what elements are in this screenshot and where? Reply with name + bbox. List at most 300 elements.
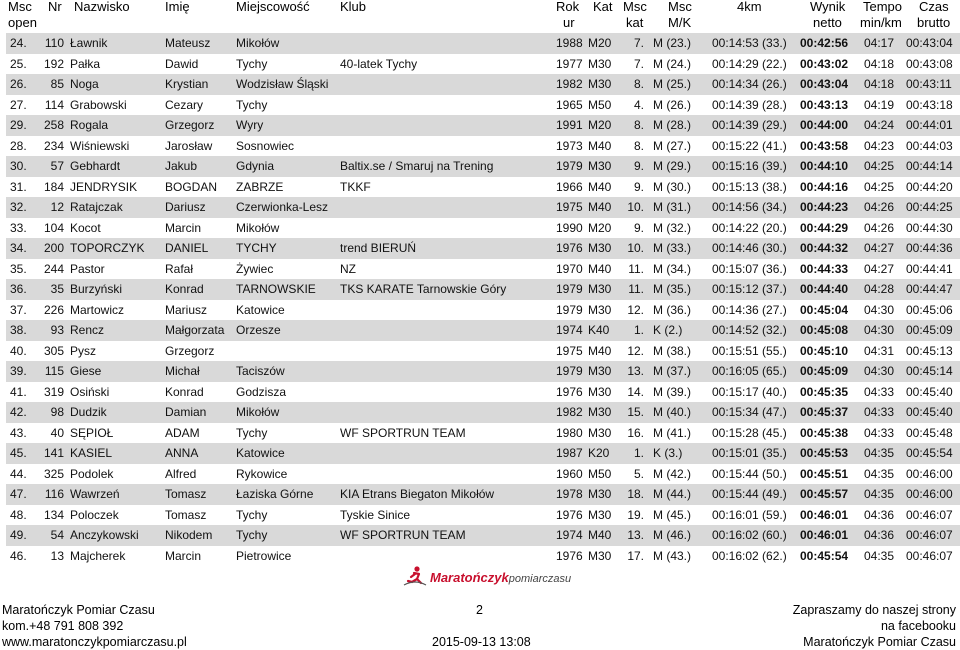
header-rok-2: ur — [563, 15, 575, 30]
cell-surname: Giese — [70, 364, 102, 378]
table-row — [6, 382, 960, 403]
cell-surname: Pysz — [70, 343, 97, 358]
cell-first-name: Damian — [165, 405, 207, 419]
cell-place-open: 37. — [10, 302, 27, 317]
cell-category: M40 — [588, 343, 612, 358]
table-row — [6, 443, 960, 464]
cell-surname: Pastor — [70, 261, 105, 276]
cell-club: Tyskie Sinice — [340, 507, 411, 522]
cell-surname: Martowicz — [70, 302, 125, 317]
cell-place-open: 42. — [10, 405, 27, 419]
cell-gross-time: 00:44:25 — [906, 200, 953, 214]
results-header — [0, 0, 960, 32]
cell-birth-year: 1974 — [556, 323, 583, 337]
cell-surname: Rencz — [70, 323, 105, 337]
cell-pace: 04:30 — [864, 364, 895, 378]
cell-bib-number: 110 — [44, 36, 64, 50]
cell-first-name: Mateusz — [165, 36, 211, 50]
cell-birth-year: 1987 — [556, 446, 583, 460]
cell-pace: 04:35 — [864, 487, 895, 501]
cell-pace: 04:33 — [864, 425, 895, 440]
cell-gross-time: 00:44:36 — [906, 241, 953, 255]
cell-category: M30 — [588, 77, 612, 91]
cell-place-cat: 17. — [627, 548, 644, 563]
cell-gross-time: 00:44:03 — [906, 138, 953, 153]
table-row — [6, 546, 960, 567]
cell-net-time: 00:45:35 — [800, 384, 849, 399]
cell-place-mk: M (23.) — [653, 36, 692, 50]
cell-surname: TOPORCZYK — [70, 241, 145, 255]
cell-surname: JENDRYSIK — [70, 179, 138, 194]
cell-gross-time: 00:45:48 — [906, 425, 953, 440]
cell-split-4km: 00:14:56 (34.) — [712, 200, 787, 214]
cell-birth-year: 1975 — [556, 200, 583, 214]
cell-place-cat: 13. — [627, 528, 644, 542]
cell-split-4km: 00:16:02 (60.) — [712, 528, 787, 542]
cell-birth-year: 1976 — [556, 384, 583, 399]
cell-birth-year: 1990 — [556, 220, 583, 235]
cell-bib-number: 40 — [50, 425, 64, 440]
cell-town: Mikołów — [236, 36, 280, 50]
cell-first-name: DANIEL — [165, 241, 209, 255]
cell-surname: Poloczek — [70, 507, 119, 522]
table-row — [6, 361, 960, 382]
cell-town: Żywiec — [236, 261, 274, 276]
table-row — [6, 156, 960, 177]
table-row — [6, 95, 960, 116]
cell-place-open: 31. — [10, 179, 27, 194]
cell-place-open: 35. — [10, 261, 27, 276]
cell-place-open: 33. — [10, 220, 27, 235]
cell-place-mk: M (26.) — [653, 97, 692, 112]
cell-first-name: Jarosław — [165, 138, 213, 153]
cell-place-cat: 8. — [633, 138, 644, 153]
logo-brand: Maratończyk — [430, 570, 509, 585]
cell-place-cat: 19. — [627, 507, 644, 522]
cell-town: Sosnowiec — [236, 138, 295, 153]
cell-place-cat: 18. — [627, 487, 644, 501]
cell-gross-time: 00:45:06 — [906, 302, 953, 317]
cell-club: KIA Etrans Biegaton Mikołów — [340, 487, 495, 501]
cell-town: Mikołów — [236, 220, 280, 235]
cell-town: Mikołów — [236, 405, 280, 419]
cell-category: M50 — [588, 97, 612, 112]
cell-bib-number: 35 — [50, 282, 64, 296]
cell-town: Czerwionka-Lesz — [236, 200, 329, 214]
cell-surname: Wiśniewski — [70, 138, 130, 153]
footer-datetime: 2015-09-13 13:08 — [432, 635, 531, 649]
cell-town: Łaziska Górne — [236, 487, 314, 501]
table-row — [6, 484, 960, 505]
cell-place-open: 39. — [10, 364, 27, 378]
cell-place-open: 43. — [10, 425, 27, 440]
cell-town: Godzisza — [236, 384, 287, 399]
cell-place-open: 25. — [10, 56, 27, 71]
cell-birth-year: 1975 — [556, 343, 583, 358]
cell-net-time: 00:43:58 — [800, 138, 849, 153]
cell-place-cat: 15. — [627, 405, 644, 419]
cell-category: M30 — [588, 548, 612, 563]
cell-category: M30 — [588, 384, 612, 399]
cell-birth-year: 1976 — [556, 507, 583, 522]
cell-town: Tychy — [236, 507, 268, 522]
header-kat: Kat — [593, 0, 613, 14]
cell-gross-time: 00:46:00 — [906, 487, 953, 501]
cell-place-open: 28. — [10, 138, 27, 153]
cell-pace: 04:23 — [864, 138, 895, 153]
cell-pace: 04:17 — [864, 36, 895, 50]
cell-net-time: 00:45:04 — [800, 302, 849, 317]
cell-first-name: Mariusz — [165, 302, 208, 317]
header-imie: Imię — [165, 0, 190, 14]
cell-category: M30 — [588, 405, 612, 419]
cell-split-4km: 00:16:02 (62.) — [712, 548, 787, 563]
cell-birth-year: 1965 — [556, 97, 583, 112]
table-row — [6, 54, 960, 75]
cell-net-time: 00:45:57 — [800, 487, 849, 501]
cell-club: TKS KARATE Tarnowskie Góry — [340, 282, 507, 296]
cell-place-cat: 7. — [633, 36, 644, 50]
cell-bib-number: 104 — [43, 220, 64, 235]
cell-birth-year: 1978 — [556, 487, 583, 501]
cell-first-name: Dariusz — [165, 200, 206, 214]
cell-place-open: 40. — [10, 343, 27, 358]
cell-place-mk: M (25.) — [653, 77, 692, 91]
cell-net-time: 00:43:02 — [800, 56, 849, 71]
cell-town: Taciszów — [236, 364, 285, 378]
cell-split-4km: 00:15:44 (50.) — [712, 466, 787, 481]
cell-birth-year: 1979 — [556, 302, 583, 317]
cell-town: Orzesze — [236, 323, 281, 337]
cell-bib-number: 319 — [43, 384, 64, 399]
cell-place-open: 29. — [10, 118, 27, 132]
cell-pace: 04:25 — [864, 159, 895, 173]
cell-bib-number: 192 — [43, 56, 64, 71]
cell-birth-year: 1974 — [556, 528, 583, 542]
cell-split-4km: 00:15:51 (55.) — [712, 343, 787, 358]
logo-sub: pomiarczasu — [508, 573, 572, 585]
footer-page-number: 2 — [476, 603, 483, 617]
cell-split-4km: 00:16:05 (65.) — [712, 364, 787, 378]
cell-place-open: 45. — [10, 446, 27, 460]
cell-category: K20 — [588, 446, 610, 460]
cell-place-open: 47. — [10, 487, 27, 501]
cell-place-mk: M (38.) — [653, 343, 692, 358]
cell-category: M30 — [588, 302, 612, 317]
cell-net-time: 00:44:33 — [800, 261, 849, 276]
cell-gross-time: 00:44:30 — [906, 220, 953, 235]
cell-birth-year: 1977 — [556, 56, 583, 71]
header-nr: Nr — [48, 0, 62, 14]
cell-place-open: 32. — [10, 200, 27, 214]
cell-town: Katowice — [236, 302, 285, 317]
cell-place-mk: M (33.) — [653, 241, 692, 255]
cell-bib-number: 226 — [43, 302, 64, 317]
cell-split-4km: 00:15:13 (38.) — [712, 179, 787, 194]
cell-bib-number: 234 — [43, 138, 64, 153]
logo-brand-text — [430, 570, 571, 585]
cell-first-name: Marcin — [165, 220, 202, 235]
cell-category: M30 — [588, 56, 612, 71]
cell-category: K40 — [588, 323, 610, 337]
cell-split-4km: 00:15:01 (35.) — [712, 446, 787, 460]
cell-category: M20 — [588, 220, 612, 235]
cell-birth-year: 1979 — [556, 282, 583, 296]
cell-place-mk: K (3.) — [653, 446, 683, 460]
cell-pace: 04:26 — [864, 220, 895, 235]
cell-pace: 04:31 — [864, 343, 895, 358]
cell-place-cat: 10. — [627, 241, 644, 255]
cell-club: Baltix.se / Smaruj na Trening — [340, 159, 494, 173]
cell-pace: 04:33 — [864, 384, 895, 399]
cell-birth-year: 1979 — [556, 159, 583, 173]
cell-place-mk: M (34.) — [653, 261, 692, 276]
cell-town: TARNOWSKIE — [236, 282, 316, 296]
cell-split-4km: 00:14:29 (22.) — [712, 56, 787, 71]
cell-split-4km: 00:15:34 (47.) — [712, 405, 787, 419]
cell-place-cat: 9. — [633, 220, 644, 235]
cell-gross-time: 00:44:20 — [906, 179, 953, 194]
cell-club: trend BIERUŃ — [340, 241, 417, 255]
cell-split-4km: 00:14:36 (27.) — [712, 302, 787, 317]
cell-place-mk: M (31.) — [653, 200, 692, 214]
cell-gross-time: 00:44:41 — [906, 261, 953, 276]
header-msc-open-1: Msc — [8, 0, 32, 14]
cell-category: M40 — [588, 138, 612, 153]
cell-birth-year: 1973 — [556, 138, 583, 153]
cell-net-time: 00:45:51 — [800, 466, 849, 481]
cell-bib-number: 93 — [50, 323, 64, 337]
cell-pace: 04:30 — [864, 302, 895, 317]
cell-place-cat: 11. — [628, 261, 644, 276]
cell-split-4km: 00:14:39 (29.) — [712, 118, 787, 132]
cell-first-name: ADAM — [165, 425, 200, 440]
cell-split-4km: 00:15:22 (41.) — [712, 138, 787, 153]
header-nazwisko: Nazwisko — [74, 0, 130, 14]
cell-category: M20 — [588, 118, 612, 132]
cell-net-time: 00:45:54 — [800, 548, 849, 563]
cell-place-mk: M (37.) — [653, 364, 692, 378]
cell-split-4km: 00:16:01 (59.) — [712, 507, 787, 522]
cell-category: M40 — [588, 179, 612, 194]
cell-bib-number: 54 — [50, 528, 64, 542]
header-miejscowosc: Miejscowość — [236, 0, 310, 14]
cell-category: M30 — [588, 159, 612, 173]
header-klub: Klub — [340, 0, 367, 14]
cell-net-time: 00:45:37 — [800, 405, 849, 419]
cell-net-time: 00:44:16 — [800, 179, 849, 194]
cell-net-time: 00:45:09 — [800, 364, 849, 378]
table-row — [6, 402, 960, 423]
cell-surname: Anczykowski — [70, 528, 139, 542]
cell-place-mk: M (32.) — [653, 220, 692, 235]
cell-place-mk: M (28.) — [653, 118, 692, 132]
cell-net-time: 00:45:08 — [800, 323, 849, 337]
cell-place-mk: K (2.) — [653, 323, 683, 337]
cell-first-name: Grzegorz — [165, 343, 215, 358]
cell-gross-time: 00:43:18 — [906, 97, 953, 112]
cell-category: M40 — [588, 200, 612, 214]
cell-surname: SĘPIOŁ — [70, 425, 114, 440]
cell-place-open: 24. — [10, 36, 27, 50]
cell-town: Wodzisław Śląski — [236, 77, 329, 91]
cell-town: Tychy — [236, 425, 268, 440]
cell-surname: Burzyński — [70, 282, 123, 296]
cell-club: TKKF — [340, 179, 371, 194]
cell-place-cat: 8. — [633, 118, 644, 132]
cell-surname: Grabowski — [70, 97, 127, 112]
cell-first-name: Krystian — [165, 77, 209, 91]
cell-place-open: 46. — [10, 548, 27, 563]
cell-surname: Gebhardt — [70, 159, 121, 173]
cell-birth-year: 1980 — [556, 425, 583, 440]
cell-town: Tychy — [236, 56, 268, 71]
results-table — [6, 33, 960, 566]
table-row — [6, 115, 960, 136]
cell-net-time: 00:44:23 — [800, 200, 849, 214]
header-czas-2: brutto — [917, 15, 951, 30]
cell-gross-time: 00:45:14 — [906, 364, 953, 378]
cell-club: WF SPORTRUN TEAM — [340, 425, 466, 440]
cell-surname: Wawrzeń — [70, 487, 120, 501]
cell-place-mk: M (27.) — [653, 138, 692, 153]
cell-category: M30 — [588, 425, 612, 440]
cell-place-mk: M (39.) — [653, 384, 692, 399]
cell-surname: Podolek — [70, 466, 114, 481]
cell-place-mk: M (30.) — [653, 179, 692, 194]
runner-logo-icon — [403, 565, 427, 589]
cell-gross-time: 00:45:54 — [906, 446, 953, 460]
cell-first-name: Konrad — [165, 384, 204, 399]
cell-pace: 04:18 — [864, 77, 895, 91]
footer-facebook: na facebooku — [880, 619, 956, 633]
cell-gross-time: 00:43:08 — [906, 56, 953, 71]
cell-place-mk: M (45.) — [653, 507, 692, 522]
cell-category: M30 — [588, 507, 612, 522]
cell-surname: Ławnik — [70, 36, 108, 50]
header-msc-open-2: open — [8, 15, 37, 30]
header-wynik-1: Wynik — [810, 0, 846, 14]
cell-birth-year: 1966 — [556, 179, 583, 194]
cell-split-4km: 00:14:52 (32.) — [712, 323, 787, 337]
cell-town: TYCHY — [236, 241, 277, 255]
cell-first-name: Alfred — [165, 466, 197, 481]
cell-birth-year: 1982 — [556, 405, 583, 419]
cell-first-name: Marcin — [165, 548, 202, 563]
table-row — [6, 218, 960, 239]
cell-first-name: Tomasz — [165, 487, 207, 501]
header-rok-1: Rok — [556, 0, 580, 14]
cell-category: M30 — [588, 364, 612, 378]
cell-net-time: 00:45:53 — [800, 446, 849, 460]
cell-bib-number: 244 — [43, 261, 64, 276]
cell-split-4km: 00:14:46 (30.) — [712, 241, 787, 255]
cell-net-time: 00:45:38 — [800, 425, 849, 440]
cell-town: ZABRZE — [236, 179, 284, 194]
header-msc-mk-1: Msc — [668, 0, 692, 14]
cell-first-name: Małgorzata — [165, 323, 225, 337]
header-msc-kat-2: kat — [626, 15, 644, 30]
cell-place-mk: M (40.) — [653, 405, 692, 419]
cell-birth-year: 1988 — [556, 36, 583, 50]
cell-bib-number: 200 — [43, 241, 64, 255]
cell-pace: 04:25 — [864, 179, 895, 194]
cell-place-cat: 13. — [627, 364, 644, 378]
cell-birth-year: 1982 — [556, 77, 583, 91]
cell-split-4km: 00:15:16 (39.) — [712, 159, 787, 173]
cell-place-open: 27. — [10, 97, 27, 112]
cell-place-cat: 8. — [633, 77, 644, 91]
cell-pace: 04:24 — [864, 118, 895, 132]
cell-net-time: 00:44:40 — [800, 282, 849, 296]
footer-website[interactable]: www.maratonczykpomiarczasu.pl — [2, 635, 187, 649]
cell-place-mk: M (46.) — [653, 528, 692, 542]
cell-pace: 04:27 — [864, 241, 895, 255]
cell-first-name: Konrad — [165, 282, 204, 296]
header-wynik-2: netto — [813, 15, 842, 30]
cell-surname: Noga — [70, 77, 99, 91]
header-msc-kat-1: Msc — [623, 0, 647, 14]
header-4km: 4km — [737, 0, 762, 14]
cell-surname: Dudzik — [70, 405, 107, 419]
cell-surname: Rogala — [70, 118, 109, 132]
cell-split-4km: 00:15:12 (37.) — [712, 282, 787, 296]
cell-split-4km: 00:14:53 (33.) — [712, 36, 787, 50]
cell-category: M30 — [588, 241, 612, 255]
cell-gross-time: 00:45:40 — [906, 384, 953, 399]
cell-category: M30 — [588, 487, 612, 501]
cell-pace: 04:28 — [864, 282, 895, 296]
cell-pace: 04:36 — [864, 507, 895, 522]
cell-birth-year: 1976 — [556, 548, 583, 563]
cell-town: Pietrowice — [236, 548, 292, 563]
cell-first-name: Cezary — [165, 97, 204, 112]
cell-bib-number: 115 — [44, 364, 64, 378]
cell-category: M20 — [588, 36, 612, 50]
cell-place-open: 34. — [10, 241, 27, 255]
cell-town: Rykowice — [236, 466, 288, 481]
cell-club: 40-latek Tychy — [340, 56, 418, 71]
table-row — [6, 177, 960, 198]
cell-gross-time: 00:44:47 — [906, 282, 953, 296]
cell-place-cat: 12. — [627, 302, 644, 317]
cell-place-open: 38. — [10, 323, 27, 337]
cell-first-name: Nikodem — [165, 528, 213, 542]
cell-town: Katowice — [236, 446, 285, 460]
cell-place-cat: 10. — [627, 200, 644, 214]
cell-gross-time: 00:46:07 — [906, 528, 953, 542]
table-row — [6, 33, 960, 54]
cell-gross-time: 00:44:14 — [906, 159, 953, 173]
cell-pace: 04:30 — [864, 323, 895, 337]
cell-pace: 04:36 — [864, 528, 895, 542]
cell-category: M30 — [588, 282, 612, 296]
cell-bib-number: 305 — [43, 343, 64, 358]
cell-first-name: Grzegorz — [165, 118, 215, 132]
footer-company: Maratończyk Pomiar Czasu — [2, 603, 155, 617]
cell-gross-time: 00:43:11 — [906, 77, 952, 91]
table-row — [6, 525, 960, 546]
cell-gross-time: 00:45:13 — [906, 343, 953, 358]
table-row — [6, 341, 960, 362]
cell-place-mk: M (24.) — [653, 56, 692, 71]
table-row — [6, 259, 960, 280]
cell-first-name: Michał — [165, 364, 200, 378]
cell-birth-year: 1976 — [556, 241, 583, 255]
cell-club: NZ — [340, 261, 356, 276]
cell-net-time: 00:46:01 — [800, 507, 849, 522]
cell-place-mk: M (44.) — [653, 487, 692, 501]
